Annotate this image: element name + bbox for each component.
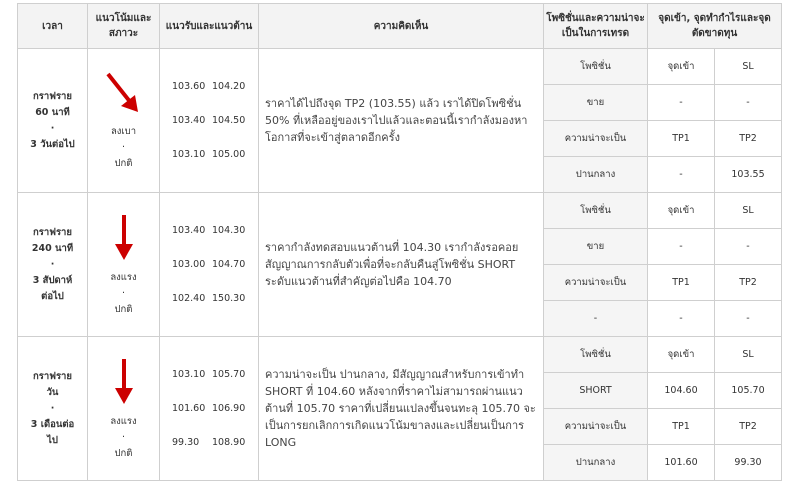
- tp1-label: TP1: [648, 121, 715, 157]
- tp1-value: -: [648, 157, 715, 193]
- header-row: [18, 4, 782, 49]
- arrow-down-icon: [104, 212, 144, 262]
- level-pair: [160, 248, 258, 282]
- position-value: ขาย: [544, 229, 648, 265]
- period-line: ·: [50, 258, 55, 270]
- period-line: 240 นาที: [31, 242, 74, 254]
- period-line: ต่อไป: [41, 290, 64, 302]
- sl-value: 105.70: [715, 373, 782, 409]
- support-value: 103.40: [172, 225, 206, 236]
- position-label: โพซิชั่น: [544, 49, 648, 85]
- sl-value: -: [715, 229, 782, 265]
- support-value: 103.40: [172, 115, 206, 126]
- position-value: ขาย: [544, 85, 648, 121]
- support-value: 101.60: [172, 403, 206, 414]
- period-line: 60 นาที: [35, 106, 70, 118]
- probability-label: ความน่าจะเป็น: [544, 409, 648, 445]
- trend-cell: [88, 193, 160, 337]
- support-value: 103.60: [172, 81, 206, 92]
- header-comment: ความคิดเห็น: [259, 4, 544, 49]
- level-pair: [160, 214, 258, 248]
- trading-outlook-table: [17, 3, 782, 481]
- period-line: กราฟราย: [33, 370, 72, 382]
- period-cell: [18, 337, 88, 481]
- tp1-value: -: [648, 301, 715, 337]
- sl-label: SL: [715, 49, 782, 85]
- entry-value: 104.60: [648, 373, 715, 409]
- trend-dot: ·: [121, 141, 126, 153]
- tp2-value: 103.55: [715, 157, 782, 193]
- entry-label: จุดเข้า: [648, 193, 715, 229]
- position-label: โพซิชั่น: [544, 193, 648, 229]
- probability-value: ปานกลาง: [544, 445, 648, 481]
- tp1-value: 101.60: [648, 445, 715, 481]
- entry-value: -: [648, 229, 715, 265]
- probability-value: ปานกลาง: [544, 157, 648, 193]
- levels-cell: [160, 337, 259, 481]
- period-line: 3 เดือนต่อ: [30, 418, 75, 430]
- header-time: เวลา: [18, 4, 88, 49]
- support-value: 102.40: [172, 293, 206, 304]
- trend-strength: ลงแรง: [110, 415, 137, 427]
- support-value: 103.10: [172, 149, 206, 160]
- sl-label: SL: [715, 337, 782, 373]
- levels-cell: [160, 49, 259, 193]
- sl-label: SL: [715, 193, 782, 229]
- trend-strength: ลงเบา: [110, 125, 137, 137]
- table-row: [18, 337, 782, 481]
- resistance-value: 104.30: [212, 225, 246, 236]
- tp2-label: TP2: [715, 121, 782, 157]
- resistance-value: 108.90: [212, 437, 246, 448]
- arrow-down-icon: [104, 356, 144, 406]
- trend-condition: ปกติ: [114, 157, 133, 169]
- header-entry: จุดเข้า, จุดทำกำไรและจุดตัดขาดทุน: [648, 4, 782, 49]
- resistance-value: 150.30: [212, 293, 246, 304]
- table-row: [18, 193, 782, 337]
- period-line: กราฟราย: [33, 90, 72, 102]
- header-position: โพซิชั่นและความน่าจะเป็นในการเทรด: [544, 4, 648, 49]
- entry-label: จุดเข้า: [648, 337, 715, 373]
- arrow-down-right-icon: [104, 70, 144, 116]
- sl-value: -: [715, 85, 782, 121]
- resistance-value: 104.20: [212, 81, 246, 92]
- entry-value: -: [648, 85, 715, 121]
- level-pair: [160, 426, 258, 460]
- resistance-value: 105.70: [212, 369, 246, 380]
- support-value: 103.00: [172, 259, 206, 270]
- comment-cell: ความน่าจะเป็น ปานกลาง, มีสัญญาณสำหรับการเข้าทำ SHORT ที่ 104.60 หลังจากที่ราคาไม่สามารถผ่านแนวต้านที่ 105.70 ราคาที่เปลี่ยนแปลงขึ้นจนทะลุ 105.70 จะเป็นการยกเลิกการเกิดแนวโน้มขาลงและเปลี่ยนเป็นการ LONG: [259, 337, 544, 481]
- entry-label: จุดเข้า: [648, 49, 715, 85]
- trend-dot: ·: [121, 287, 126, 299]
- tp2-label: TP2: [715, 265, 782, 301]
- period-line: วัน: [46, 386, 59, 398]
- resistance-value: 104.70: [212, 259, 246, 270]
- resistance-value: 106.90: [212, 403, 246, 414]
- probability-label: ความน่าจะเป็น: [544, 265, 648, 301]
- comment-cell: ราคาได้ไปถึงจุด TP2 (103.55) แล้ว เราได้ปิดโพซิชั่น 50% ที่เหลืออยู่ของเราไปแล้วและตอนนี้เรากำลังมองหาโอกาสที่จะเข้าสู่ตลาดอีกครั้ง: [259, 49, 544, 193]
- trend-cell: [88, 337, 160, 481]
- period-line: 3 สัปดาห์: [32, 274, 73, 286]
- comment-cell: ราคากำลังทดสอบแนวต้านที่ 104.30 เรากำลังรอคอยสัญญาณการกลับตัวเพื่อที่จะกลับคืนสู่โพซิชั่น SHORT ระดับแนวต้านที่สำคัญต่อไปคือ 104.70: [259, 193, 544, 337]
- period-line: ไป: [47, 434, 58, 446]
- trend-strength: ลงแรง: [110, 271, 137, 283]
- tp1-label: TP1: [648, 265, 715, 301]
- resistance-value: 104.50: [212, 115, 246, 126]
- trend-condition: ปกติ: [114, 447, 133, 459]
- header-levels: แนวรับและแนวต้าน: [160, 4, 259, 49]
- tp2-value: -: [715, 301, 782, 337]
- tp1-label: TP1: [648, 409, 715, 445]
- level-pair: [160, 70, 258, 104]
- support-value: 99.30: [172, 437, 200, 448]
- level-pair: [160, 138, 258, 172]
- table-row: [18, 49, 782, 193]
- period-line: ·: [50, 402, 55, 414]
- period-line: ·: [50, 122, 55, 134]
- support-value: 103.10: [172, 369, 206, 380]
- levels-cell: [160, 193, 259, 337]
- level-pair: [160, 104, 258, 138]
- tp2-value: 99.30: [715, 445, 782, 481]
- trend-cell: [88, 49, 160, 193]
- level-pair: [160, 392, 258, 426]
- position-value: SHORT: [544, 373, 648, 409]
- period-line: กราฟราย: [33, 226, 72, 238]
- resistance-value: 105.00: [212, 149, 246, 160]
- probability-label: ความน่าจะเป็น: [544, 121, 648, 157]
- level-pair: [160, 358, 258, 392]
- level-pair: [160, 282, 258, 316]
- tp2-label: TP2: [715, 409, 782, 445]
- probability-value: -: [544, 301, 648, 337]
- trend-dot: ·: [121, 431, 126, 443]
- trend-condition: ปกติ: [114, 303, 133, 315]
- period-cell: [18, 193, 88, 337]
- period-cell: [18, 49, 88, 193]
- header-trend: แนวโน้มและสภาวะ: [88, 4, 160, 49]
- position-label: โพซิชั่น: [544, 337, 648, 373]
- period-line: 3 วันต่อไป: [30, 138, 75, 150]
